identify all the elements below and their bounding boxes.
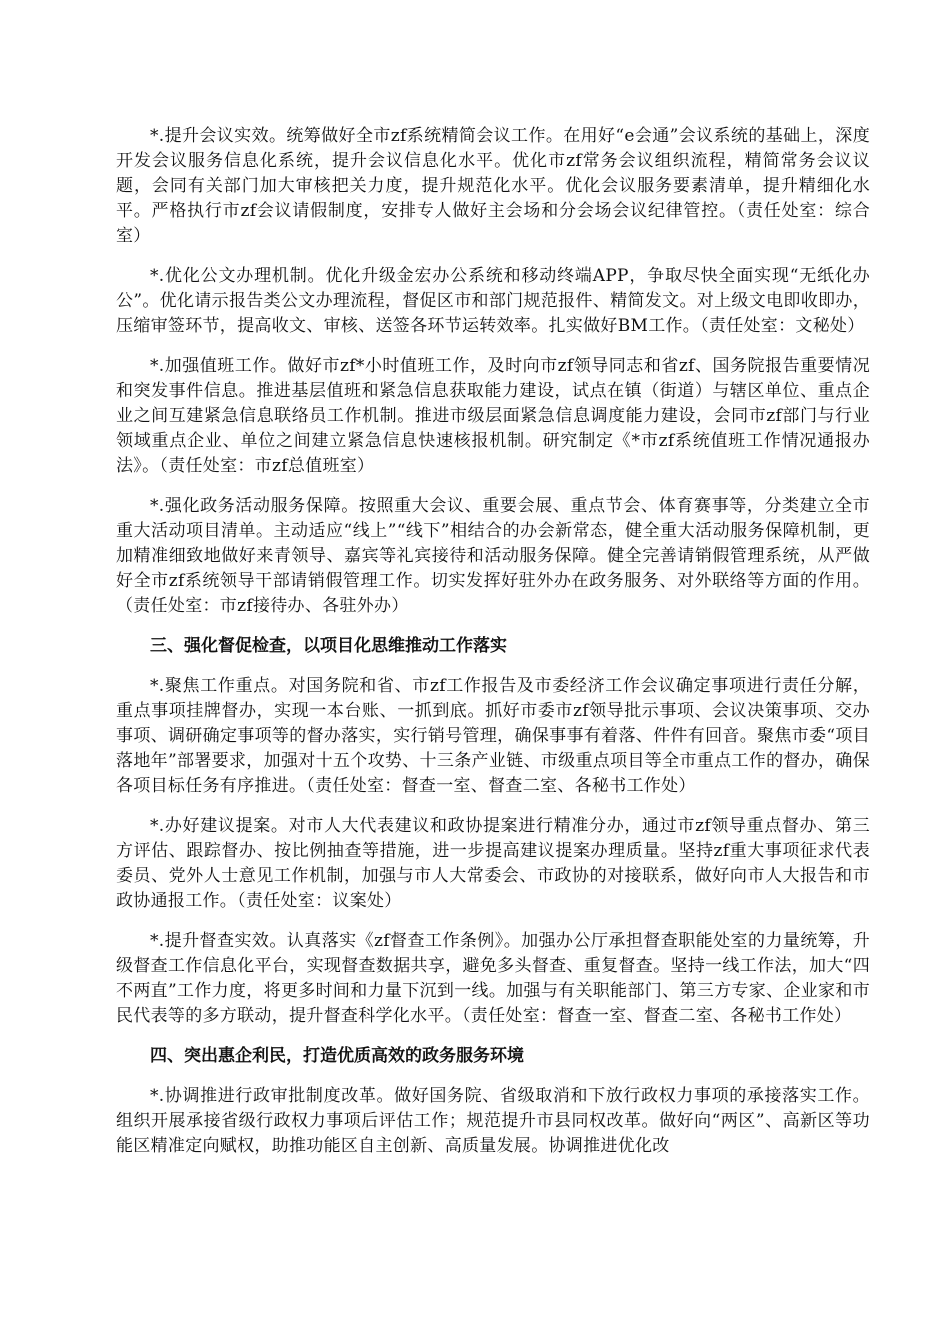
- paragraph-proposals: *.办好建议提案。对市人大代表建议和政协提案进行精准分办，通过市zf领导重点督办、第三方评估、跟踪督办、按比例抽查等措施，进一步提高建议提案办理质量。坚持zf重大事项征求代表委员、党外人士意见工作机制，加强与市人大常委会、市政协的对接联系，做好向市人大报告和市政协通报工作。（责任处室：议案处）: [116, 816, 870, 911]
- paragraph-duty-work: *.加强值班工作。做好市zf*小时值班工作，及时向市zf领导同志和省zf、国务院报告重要情况和突发事件信息。推进基层值班和紧急信息获取能力建设，试点在镇（街道）与辖区单位、重点企业之间互建紧急信息联络员工作机制。推进市级层面紧急信息调度能力建设，会同市zf部门与行业领域重点企业、单位之间建立紧急信息快速核报机制。研究制定《*市zf系统值班工作情况通报办法》。（责任处室：市zf总值班室）: [116, 356, 870, 476]
- paragraph-meeting-efficiency: *.提升会议实效。统筹做好全市zf系统精简会议工作。在用好“e会通”会议系统的基础上，深度开发会议服务信息化系统，提升会议信息化水平。优化市zf常务会议组织流程，精简常务会议议题，会同有关部门加大审核把关力度，提升规范化水平。优化会议服务要素清单，提升精细化水平。严格执行市zf会议请假制度，安排专人做好主会场和分会场会议纪律管控。（责任处室：综合室）: [116, 126, 870, 246]
- paragraph-focus-priorities: *.聚焦工作重点。对国务院和省、市zf工作报告及市委经济工作会议确定事项进行责任分解，重点事项挂牌督办，实现一本台账、一抓到底。抓好市委市zf领导批示事项、会议决策事项、交办事项、调研确定事项等的督办落实，实行销号管理，确保事事有着落、件件有回音。聚焦市委“项目落地年”部署要求，加强对十五个攻势、十三条产业链、市级重点项目等全市重点工作的督办，确保各项目标任务有序推进。（责任处室：督查一室、督查二室、各秘书工作处）: [116, 676, 870, 796]
- section-heading-3: 三、强化督促检查，以项目化思维推动工作落实: [150, 636, 507, 656]
- section-heading-4: 四、突出惠企利民，打造优质高效的政务服务环境: [150, 1046, 524, 1066]
- paragraph-document-handling: *.优化公文办理机制。优化升级金宏办公系统和移动终端APP，争取尽快全面实现“无纸化办公”。优化请示报告类公文办理流程，督促区市和部门规范报件、精简发文。对上级文电即收即办，压缩审签环节，提高收文、审核、送签各环节运转效率。扎实做好BM工作。（责任处室：文秘处）: [116, 266, 870, 336]
- paragraph-activity-support: *.强化政务活动服务保障。按照重大会议、重要会展、重点节会、体育赛事等，分类建立全市重大活动项目清单。主动适应“线上”“线下”相结合的办会新常态，健全重大活动服务保障机制，更加精准细致地做好来青领导、嘉宾等礼宾接待和活动服务保障。健全完善请销假管理系统，从严做好全市zf系统领导干部请销假管理工作。切实发挥好驻外办在政务服务、对外联络等方面的作用。（责任处室：市zf接待办、各驻外办）: [116, 496, 870, 616]
- paragraph-supervision: *.提升督查实效。认真落实《zf督查工作条例》。加强办公厅承担督查职能处室的力量统筹，升级督查工作信息化平台，实现督查数据共享，避免多头督查、重复督查。坚持一线工作法，加大“四不两直”工作力度，将更多时间和力量下沉到一线。加强与有关职能部门、第三方专家、企业家和市民代表等的多方联动，提升督查科学化水平。（责任处室：督查一室、督查二室、各秘书工作处）: [116, 931, 870, 1026]
- paragraph-approval-reform: *.协调推进行政审批制度改革。做好国务院、省级取消和下放行政权力事项的承接落实工作。组织开展承接省级行政权力事项后评估工作；规范提升市县同权改革。做好向“两区”、高新区等功能区精准定向赋权，助推功能区自主创新、高质量发展。协调推进优化改: [116, 1086, 870, 1156]
